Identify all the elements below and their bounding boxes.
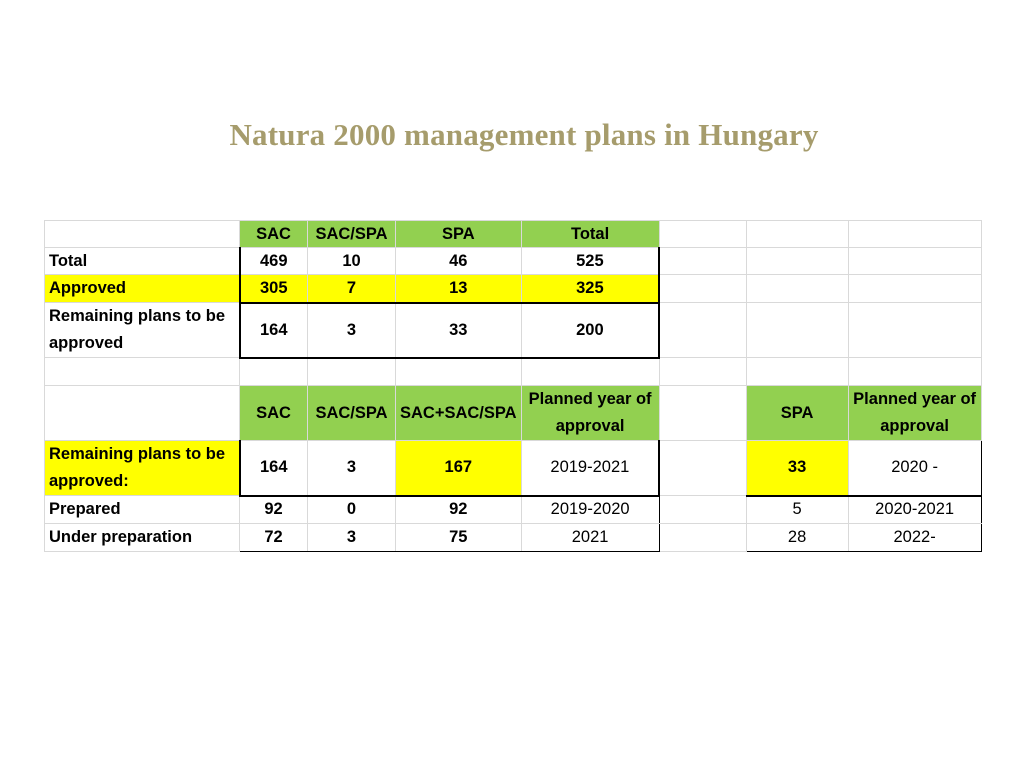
under-prep-sac: 72: [240, 524, 308, 552]
empty-cell: [396, 358, 522, 386]
table-row: [45, 524, 982, 552]
empty-cell: [659, 248, 746, 275]
empty-cell: [659, 524, 746, 552]
empty-cell: [746, 303, 848, 358]
prepared-planned-year: 2019-2020: [521, 496, 659, 524]
plans-table: [44, 220, 982, 552]
row-label-total: Total: [45, 248, 240, 275]
remaining2-spa: 33: [746, 441, 848, 496]
approved-sac-spa: 7: [308, 275, 396, 303]
empty-cell: [746, 248, 848, 275]
empty-cell: [746, 358, 848, 386]
prepared-sac-spa: 0: [308, 496, 396, 524]
empty-cell: [45, 386, 240, 441]
remaining2-sum: 167: [396, 441, 522, 496]
empty-cell: [746, 221, 848, 248]
empty-cell: [308, 358, 396, 386]
remaining-sac: 164: [240, 303, 308, 358]
approved-sac: 305: [240, 275, 308, 303]
header2-sac-plus-sac-spa: SAC+SAC/SPA: [396, 386, 522, 441]
table-row: [45, 441, 982, 496]
prepared-spa-year: 2020-2021: [848, 496, 981, 524]
empty-cell: [240, 358, 308, 386]
page-title: Natura 2000 management plans in Hungary: [229, 117, 819, 152]
row-label-prepared: Prepared: [45, 496, 240, 524]
empty-cell: [848, 303, 981, 358]
empty-cell: [659, 303, 746, 358]
remaining2-spa-year: 2020 -: [848, 441, 981, 496]
table-row: [45, 496, 982, 524]
header2-spa: SPA: [746, 386, 848, 441]
remaining2-sac: 164: [240, 441, 308, 496]
header-sac-spa: SAC/SPA: [308, 221, 396, 248]
empty-cell: [659, 441, 746, 496]
empty-cell: [45, 221, 240, 248]
prepared-sac: 92: [240, 496, 308, 524]
remaining-spa: 33: [396, 303, 522, 358]
empty-cell: [848, 358, 981, 386]
under-prep-sum: 75: [396, 524, 522, 552]
table-row: [45, 248, 982, 275]
empty-cell: [659, 221, 746, 248]
prepared-spa: 5: [746, 496, 848, 524]
header-spa: SPA: [396, 221, 522, 248]
remaining-sac-spa: 3: [308, 303, 396, 358]
empty-cell: [659, 358, 746, 386]
row-label-remaining-2: Remaining plans to be approved:: [45, 441, 240, 496]
under-prep-planned-year: 2021: [521, 524, 659, 552]
header2-spa-planned-year: Planned year of approval: [848, 386, 981, 441]
approved-total: 325: [521, 275, 659, 303]
prepared-sum: 92: [396, 496, 522, 524]
header2-sac: SAC: [240, 386, 308, 441]
total-spa: 46: [396, 248, 522, 275]
total-total: 525: [521, 248, 659, 275]
empty-cell: [521, 358, 659, 386]
total-sac: 469: [240, 248, 308, 275]
spreadsheet: [44, 220, 982, 552]
remaining2-sac-spa: 3: [308, 441, 396, 496]
table2-header-row: [45, 386, 982, 441]
header2-planned-year: Planned year of approval: [521, 386, 659, 441]
remaining-total: 200: [521, 303, 659, 358]
table-row: [45, 303, 982, 358]
header-sac: SAC: [240, 221, 308, 248]
under-prep-sac-spa: 3: [308, 524, 396, 552]
empty-cell: [848, 221, 981, 248]
under-prep-spa-year: 2022-: [848, 524, 981, 552]
table-row: [45, 275, 982, 303]
empty-cell: [659, 496, 746, 524]
spacer-row: [45, 358, 982, 386]
empty-cell: [848, 275, 981, 303]
table1-header-row: [45, 221, 982, 248]
under-prep-spa: 28: [746, 524, 848, 552]
empty-cell: [659, 275, 746, 303]
row-label-approved: Approved: [45, 275, 240, 303]
row-label-under-preparation: Under preparation: [45, 524, 240, 552]
empty-cell: [45, 358, 240, 386]
approved-spa: 13: [396, 275, 522, 303]
empty-cell: [659, 386, 746, 441]
total-sac-spa: 10: [308, 248, 396, 275]
header-total: Total: [521, 221, 659, 248]
empty-cell: [848, 248, 981, 275]
row-label-remaining: Remaining plans to be approved: [45, 303, 240, 358]
header2-sac-spa: SAC/SPA: [308, 386, 396, 441]
remaining2-planned-year: 2019-2021: [521, 441, 659, 496]
empty-cell: [746, 275, 848, 303]
